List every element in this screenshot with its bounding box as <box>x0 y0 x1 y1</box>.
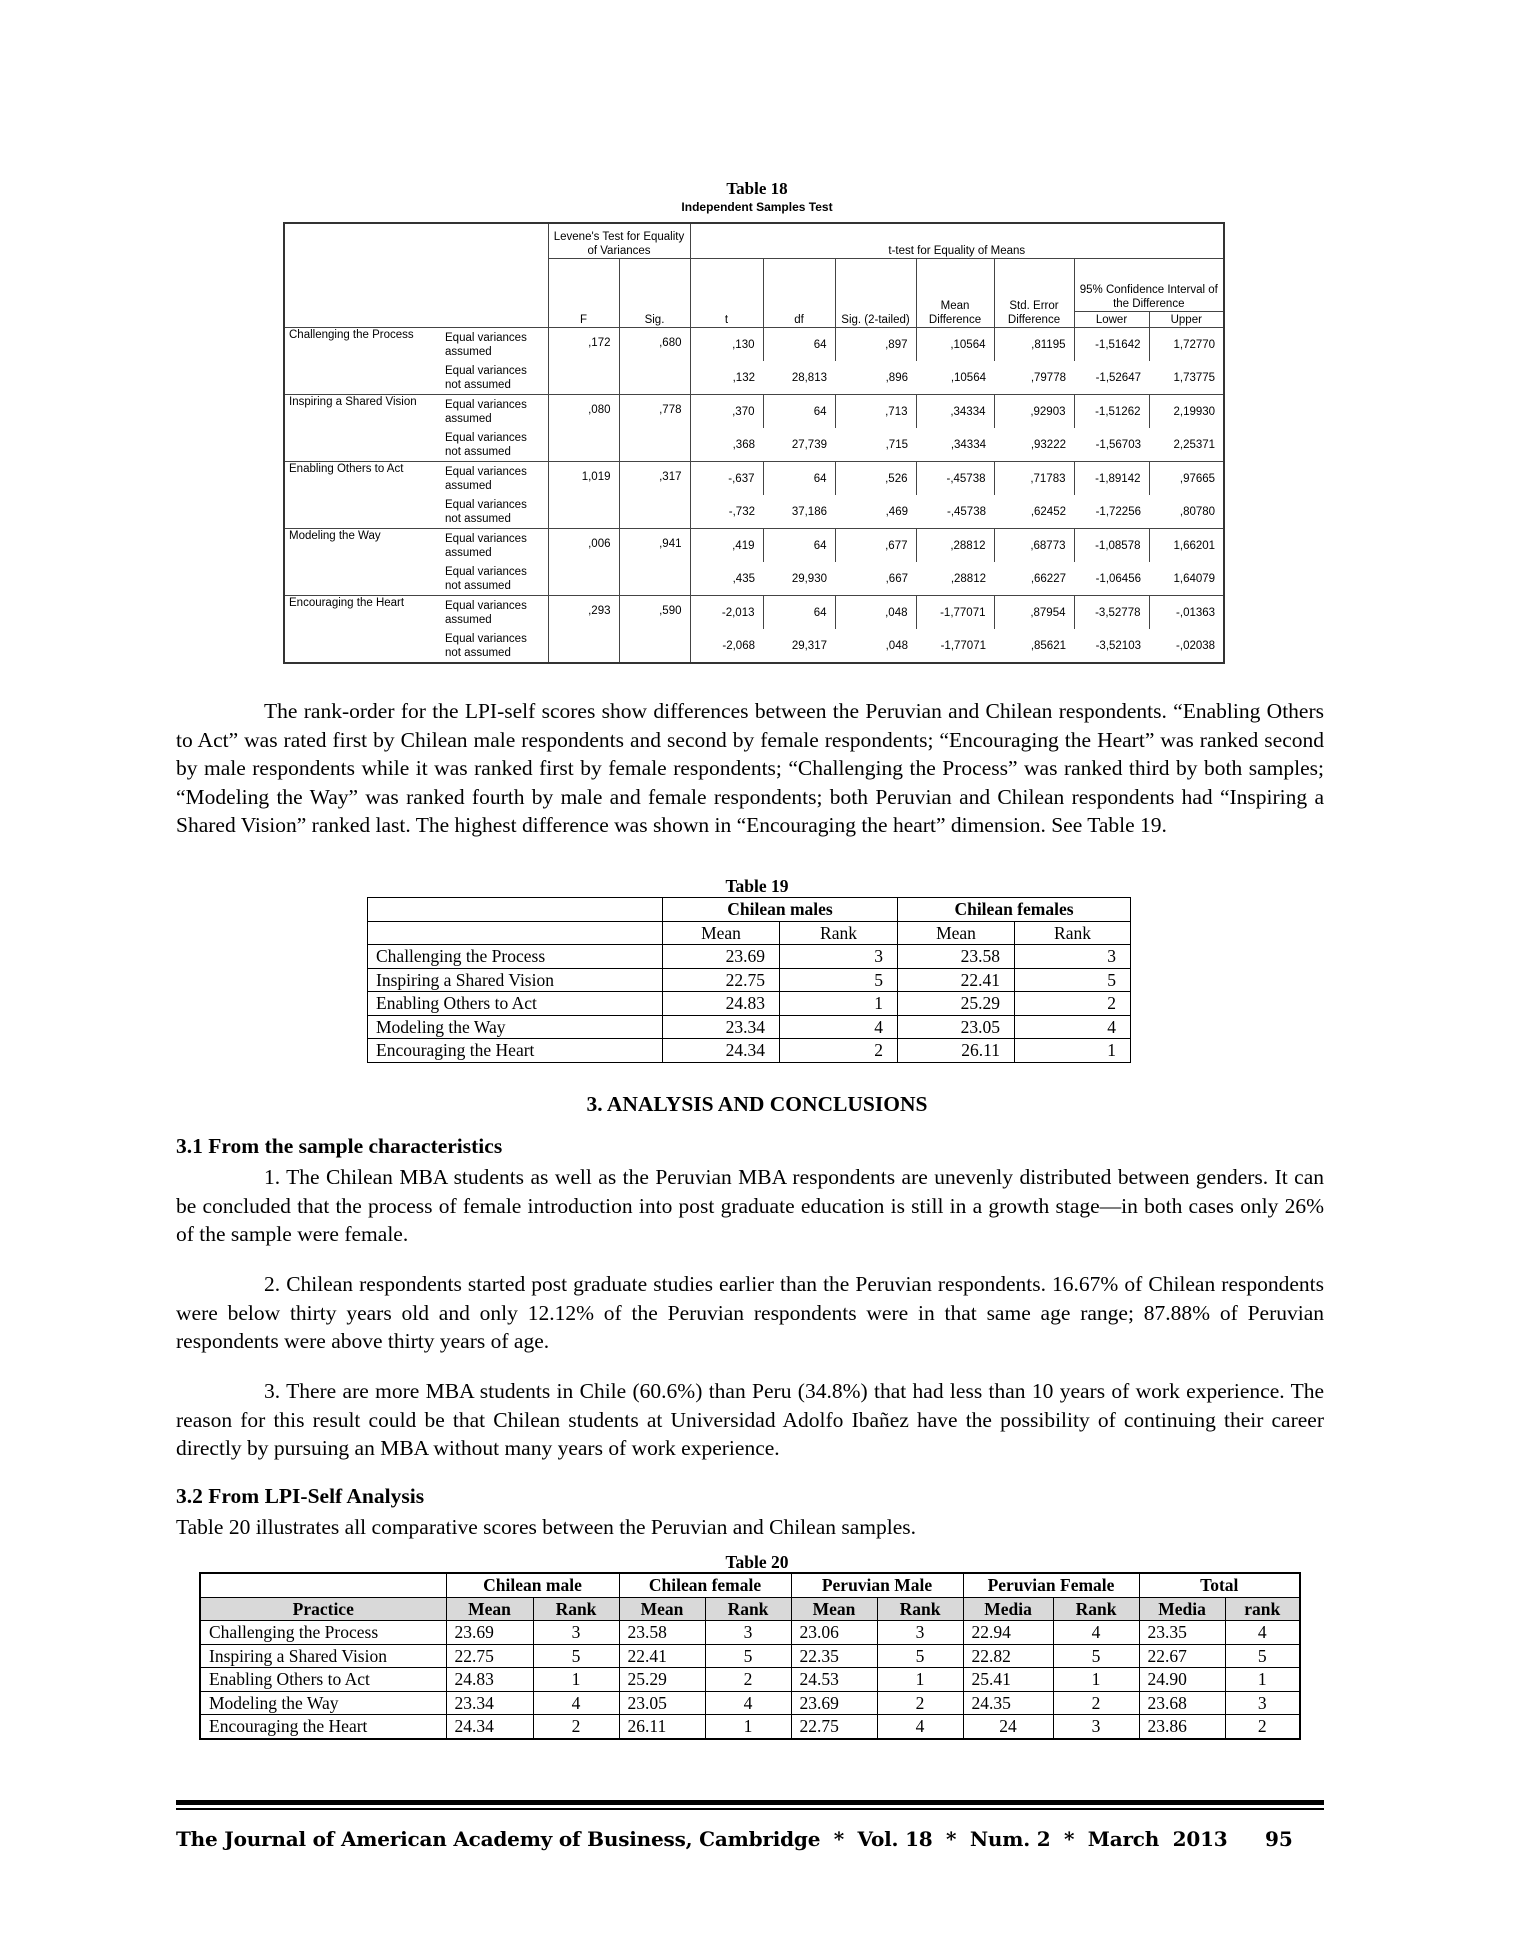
table18-cell: 37,186 <box>763 495 835 529</box>
col-mean-diff: Mean Difference <box>916 259 994 328</box>
variance-label: Equal variances not assumed <box>441 562 548 596</box>
table18-cell: ,34334 <box>916 428 994 462</box>
table18-group-name: Challenging the Process <box>284 328 441 395</box>
table18-cell: -1,51642 <box>1074 328 1149 362</box>
table18-cell: -3,52103 <box>1074 629 1149 663</box>
variance-label: Equal variances assumed <box>445 532 527 559</box>
table18-cell: ,79778 <box>994 361 1074 395</box>
mean-value: 22.75 <box>791 1715 877 1739</box>
footer-rule-thin <box>176 1808 1324 1810</box>
table18-cell: 2,19930 <box>1149 395 1224 429</box>
paragraph-3-1-1: 1. The Chilean MBA students as well as the Peruvian MBA respondents are unevenly distributed between genders. It can be concluded that the process of female introduction into post graduate education is still in a growth stage—in both cases only 26% of the sample were female. <box>176 1165 1324 1246</box>
table20-practice-header: Practice <box>200 1597 446 1621</box>
mean-value: 24.83 <box>446 1668 533 1692</box>
practice-name: Modeling the Way <box>368 1015 663 1039</box>
mean-value: 24.53 <box>791 1668 877 1692</box>
rank-value: 5 <box>1053 1644 1139 1668</box>
table19-row <box>368 992 1131 1016</box>
table18-cell: -1,56703 <box>1074 428 1149 462</box>
mean-value: 24 <box>963 1715 1053 1739</box>
table20-subcol: Mean <box>791 1597 877 1621</box>
rank-value: 3 <box>705 1621 791 1645</box>
table20-subcol: Mean <box>619 1597 705 1621</box>
table18-cell: ,80780 <box>1149 495 1224 529</box>
col-upper: Upper <box>1149 312 1224 328</box>
table18-cell: ,048 <box>835 596 916 630</box>
table18-cell: 27,739 <box>763 428 835 462</box>
rank-value: 1 <box>533 1668 619 1692</box>
table18-cell: ,370 <box>690 395 763 429</box>
mean-value: 22.94 <box>963 1621 1053 1645</box>
rank-value: 2 <box>1053 1691 1139 1715</box>
table18-group-name: Inspiring a Shared Vision <box>284 395 441 462</box>
table18-cell: 64 <box>763 328 835 362</box>
table18-cell: -1,72256 <box>1074 495 1149 529</box>
mean-value: 22.67 <box>1139 1644 1225 1668</box>
mean-value: 23.05 <box>898 1015 1015 1039</box>
mean-value: 23.86 <box>1139 1715 1225 1739</box>
mean-value: 23.58 <box>898 945 1015 969</box>
col-f: F <box>548 259 619 328</box>
table18-row <box>284 328 1224 362</box>
rank-value: 1 <box>1053 1668 1139 1692</box>
col-sig-2tailed: Sig. (2-tailed) <box>835 259 916 328</box>
rank-value: 4 <box>1225 1621 1300 1645</box>
mean-value: 23.69 <box>791 1691 877 1715</box>
paragraph-3-1-2: 2. Chilean respondents started post graduate studies earlier than the Peruvian respondents. 16.67% of Chilean respondents were below thirty years old and only 12.12% of the Peruvian respondents were in that same age range; 87.88% of Peruvian respondents were above thirty years of age. <box>176 1272 1324 1353</box>
mean-value: 25.41 <box>963 1668 1053 1692</box>
table18-cell: ,435 <box>690 562 763 596</box>
mean-value: 23.35 <box>1139 1621 1225 1645</box>
practice-name: Inspiring a Shared Vision <box>200 1644 446 1668</box>
table18-cell: -1,77071 <box>916 629 994 663</box>
rank-value: 4 <box>533 1691 619 1715</box>
rank-value: 1 <box>877 1668 963 1692</box>
rank-value: 3 <box>1053 1715 1139 1739</box>
table18-cell: ,68773 <box>994 529 1074 563</box>
table19-group-females: Chilean females <box>898 898 1131 922</box>
mean-value: 25.29 <box>898 992 1015 1016</box>
variance-label: Equal variances not assumed <box>441 428 548 462</box>
table18-cell: ,10564 <box>916 361 994 395</box>
table18-cell: ,896 <box>835 361 916 395</box>
table19-col-rank: Rank <box>780 921 898 945</box>
rank-value: 4 <box>1015 1015 1131 1039</box>
rank-value: 2 <box>1015 992 1131 1016</box>
mean-value: 23.68 <box>1139 1691 1225 1715</box>
table18-cell: ,941 <box>619 529 690 596</box>
mean-value: 25.29 <box>619 1668 705 1692</box>
table20-subcol: Rank <box>705 1597 791 1621</box>
table18-cell: ,97665 <box>1149 462 1224 496</box>
table20-title: Table 20 <box>725 1552 789 1572</box>
table18-cell: ,897 <box>835 328 916 362</box>
table18-cell: 1,66201 <box>1149 529 1224 563</box>
table20-group: Chilean female <box>619 1573 791 1597</box>
table18-cell: ,080 <box>548 395 619 462</box>
rank-value: 4 <box>780 1015 898 1039</box>
table19-row <box>368 1015 1131 1039</box>
variance-label: Equal variances not assumed <box>441 361 548 395</box>
subsection-heading-3-1: 3.1 From the sample characteristics <box>176 1134 503 1158</box>
table19-col-mean: Mean <box>898 921 1015 945</box>
table18-group-name: Enabling Others to Act <box>284 462 441 529</box>
table18-cell: -1,89142 <box>1074 462 1149 496</box>
table20-row <box>200 1644 1300 1668</box>
rank-value: 4 <box>705 1691 791 1715</box>
table20-group: Peruvian Female <box>963 1573 1139 1597</box>
table18 <box>283 222 1225 664</box>
table20-subcol: Rank <box>533 1597 619 1621</box>
practice-name: Challenging the Process <box>200 1621 446 1645</box>
table18-cell: ,317 <box>619 462 690 529</box>
variance-label: Equal variances not assumed <box>441 629 548 663</box>
table18-cell: ,419 <box>690 529 763 563</box>
table20-subcol: Mean <box>446 1597 533 1621</box>
table18-cell: ,006 <box>548 529 619 596</box>
table20-subcol: Rank <box>877 1597 963 1621</box>
mean-value: 24.34 <box>663 1039 780 1063</box>
mean-value: 22.75 <box>446 1644 533 1668</box>
table18-cell: ,713 <box>835 395 916 429</box>
mean-value: 23.34 <box>446 1691 533 1715</box>
table20-subcol: Media <box>963 1597 1053 1621</box>
paragraph-rank-order: The rank-order for the LPI-self scores show differences between the Peruvian and Chilean respondents. “Enabling Others to Act” was rated first by Chilean male respondents and second by female respondents; “Encouraging the Heart” was ranked second by male respondents while it was ranked first by female respondents; “Challenging the Process” was ranked third by both samples; “Modeling the Way” was ranked fourth by male and female respondents; both Peruvian and Chilean respondents had “Inspiring a Shared Vision” ranked last. The highest difference was shown in “Encouraging the heart” dimension. See Table 19. <box>176 699 1324 837</box>
table18-cell: ,469 <box>835 495 916 529</box>
rank-value: 3 <box>780 945 898 969</box>
table20-row <box>200 1691 1300 1715</box>
table18-cell: -1,51262 <box>1074 395 1149 429</box>
practice-name: Enabling Others to Act <box>200 1668 446 1692</box>
table18-cell: ,680 <box>619 328 690 395</box>
rank-value: 1 <box>705 1715 791 1739</box>
footer-rule-thick <box>176 1800 1324 1805</box>
table18-cell: 1,64079 <box>1149 562 1224 596</box>
table18-row <box>284 596 1224 630</box>
table18-cell: 28,813 <box>763 361 835 395</box>
rank-value: 5 <box>1225 1644 1300 1668</box>
rank-value: 4 <box>877 1715 963 1739</box>
table20-group: Total <box>1139 1573 1300 1597</box>
rank-value: 1 <box>780 992 898 1016</box>
mean-value: 22.41 <box>898 968 1015 992</box>
section-heading: 3. ANALYSIS AND CONCLUSIONS <box>586 1092 928 1116</box>
col-df: df <box>763 259 835 328</box>
table20-group: Peruvian Male <box>791 1573 963 1597</box>
rank-value: 3 <box>1225 1691 1300 1715</box>
table18-cell: -,45738 <box>916 495 994 529</box>
table18-cell: -1,08578 <box>1074 529 1149 563</box>
table19-row <box>368 945 1131 969</box>
table18-cell: ,62452 <box>994 495 1074 529</box>
col-t: t <box>690 259 763 328</box>
variance-label: Equal variances not assumed <box>441 495 548 529</box>
table18-cell: ,28812 <box>916 529 994 563</box>
table20-subcol: rank <box>1225 1597 1300 1621</box>
table18-cell: -,45738 <box>916 462 994 496</box>
table19-col-rank: Rank <box>1015 921 1131 945</box>
mean-value: 23.05 <box>619 1691 705 1715</box>
table19-title: Table 19 <box>725 876 789 896</box>
table19 <box>367 897 1131 1063</box>
mean-value: 23.58 <box>619 1621 705 1645</box>
table18-row <box>284 529 1224 563</box>
table20-subcol: Rank <box>1053 1597 1139 1621</box>
rank-value: 5 <box>780 968 898 992</box>
table18-cell: ,132 <box>690 361 763 395</box>
mean-value: 22.41 <box>619 1644 705 1668</box>
table18-cell: -,02038 <box>1149 629 1224 663</box>
rank-value: 5 <box>877 1644 963 1668</box>
rank-value: 5 <box>1015 968 1131 992</box>
rank-value: 3 <box>533 1621 619 1645</box>
paragraph-3-1-3: 3. There are more MBA students in Chile (60.6%) than Peru (34.8%) that had less than 10 years of work experience. The reason for this result could be that Chilean students at Universidad Adolfo Ibañez have the possibility of continuing their career directly by pursuing an MBA without many years of work experience. <box>176 1379 1324 1460</box>
col-sig: Sig. <box>619 259 690 328</box>
footer-journal: The Journal of American Academy of Business, Cambridge * Vol. 18 * Num. 2 * March 2013 <box>176 1827 1228 1851</box>
table18-cell: ,93222 <box>994 428 1074 462</box>
rank-value: 1 <box>1225 1668 1300 1692</box>
table18-cell: -2,013 <box>690 596 763 630</box>
table18-cell: 1,72770 <box>1149 328 1224 362</box>
table18-cell: 64 <box>763 596 835 630</box>
table20-row <box>200 1668 1300 1692</box>
table18-cell: ,10564 <box>916 328 994 362</box>
mean-value: 24.90 <box>1139 1668 1225 1692</box>
practice-name: Enabling Others to Act <box>368 992 663 1016</box>
rank-value: 2 <box>877 1691 963 1715</box>
table18-cell: 64 <box>763 529 835 563</box>
table18-cell: ,778 <box>619 395 690 462</box>
rank-value: 2 <box>780 1039 898 1063</box>
table18-cell: 29,930 <box>763 562 835 596</box>
mean-value: 24.83 <box>663 992 780 1016</box>
table18-cell: ,34334 <box>916 395 994 429</box>
table18-cell: ,85621 <box>994 629 1074 663</box>
table18-cell: 1,019 <box>548 462 619 529</box>
rank-value: 2 <box>533 1715 619 1739</box>
table18-cell: ,130 <box>690 328 763 362</box>
col-lower: Lower <box>1074 312 1149 328</box>
practice-name: Encouraging the Heart <box>368 1039 663 1063</box>
rank-value: 3 <box>877 1621 963 1645</box>
table18-cell: -3,52778 <box>1074 596 1149 630</box>
mean-value: 26.11 <box>619 1715 705 1739</box>
table19-group-males: Chilean males <box>663 898 898 922</box>
rank-value: 1 <box>1015 1039 1131 1063</box>
variance-label: Equal variances assumed <box>445 465 527 492</box>
table18-cell: 29,317 <box>763 629 835 663</box>
table18-cell: ,172 <box>548 328 619 395</box>
table18-row <box>284 395 1224 429</box>
rank-value: 4 <box>1053 1621 1139 1645</box>
practice-name: Encouraging the Heart <box>200 1715 446 1739</box>
page-number: 95 <box>1265 1827 1293 1851</box>
mean-value: 23.34 <box>663 1015 780 1039</box>
col-std-err-diff: Std. Error Difference <box>994 259 1074 328</box>
table18-cell: ,590 <box>619 596 690 664</box>
table18-cell: -1,77071 <box>916 596 994 630</box>
mean-value: 22.75 <box>663 968 780 992</box>
practice-name: Challenging the Process <box>368 945 663 969</box>
table18-cell: ,81195 <box>994 328 1074 362</box>
table18-cell: ,71783 <box>994 462 1074 496</box>
table18-cell: -1,06456 <box>1074 562 1149 596</box>
table20 <box>199 1572 1301 1740</box>
table19-row <box>368 1039 1131 1063</box>
mean-value: 23.06 <box>791 1621 877 1645</box>
mean-value: 23.69 <box>446 1621 533 1645</box>
table18-cell: ,667 <box>835 562 916 596</box>
levene-header: Levene's Test for Equality of Variances <box>548 223 690 259</box>
table18-cell: 1,73775 <box>1149 361 1224 395</box>
rank-value: 2 <box>705 1668 791 1692</box>
rank-value: 2 <box>1225 1715 1300 1739</box>
table19-row <box>368 968 1131 992</box>
ttest-header: t-test for Equality of Means <box>690 223 1224 259</box>
table18-cell: -2,068 <box>690 629 763 663</box>
table18-cell: ,368 <box>690 428 763 462</box>
table18-group-name: Modeling the Way <box>284 529 441 596</box>
practice-name: Modeling the Way <box>200 1691 446 1715</box>
rank-value: 5 <box>705 1644 791 1668</box>
table18-cell: ,526 <box>835 462 916 496</box>
table18-row <box>284 462 1224 496</box>
table18-group-name: Encouraging the Heart <box>284 596 441 664</box>
table18-cell: -,732 <box>690 495 763 529</box>
table18-cell: 64 <box>763 395 835 429</box>
subsection-heading-3-2: 3.2 From LPI-Self Analysis <box>176 1484 425 1508</box>
table18-cell: ,92903 <box>994 395 1074 429</box>
variance-label: Equal variances assumed <box>445 599 527 626</box>
table18-cell: ,677 <box>835 529 916 563</box>
table18-cell: ,28812 <box>916 562 994 596</box>
rank-value: 3 <box>1015 945 1131 969</box>
table18-title: Table 18 <box>726 179 788 198</box>
table18-cell: -,01363 <box>1149 596 1224 630</box>
paragraph-3-2: Table 20 illustrates all comparative scores between the Peruvian and Chilean samples. <box>176 1515 917 1539</box>
table20-row <box>200 1621 1300 1645</box>
practice-name: Inspiring a Shared Vision <box>368 968 663 992</box>
mean-value: 26.11 <box>898 1039 1015 1063</box>
table18-subtitle: Independent Samples Test <box>681 200 833 214</box>
table18-cell: -,637 <box>690 462 763 496</box>
rank-value: 5 <box>533 1644 619 1668</box>
table18-cell: ,293 <box>548 596 619 664</box>
table18-cell: 2,25371 <box>1149 428 1224 462</box>
mean-value: 24.35 <box>963 1691 1053 1715</box>
mean-value: 23.69 <box>663 945 780 969</box>
table20-group: Chilean male <box>446 1573 619 1597</box>
table18-cell: ,048 <box>835 629 916 663</box>
ci-header: 95% Confidence Interval of the Difference <box>1074 259 1224 312</box>
mean-value: 24.34 <box>446 1715 533 1739</box>
table18-cell: 64 <box>763 462 835 496</box>
variance-label: Equal variances assumed <box>445 398 527 425</box>
mean-value: 22.35 <box>791 1644 877 1668</box>
table19-col-mean: Mean <box>663 921 780 945</box>
table20-row <box>200 1715 1300 1739</box>
table18-cell: ,715 <box>835 428 916 462</box>
table18-cell: ,66227 <box>994 562 1074 596</box>
table20-subcol: Media <box>1139 1597 1225 1621</box>
mean-value: 22.82 <box>963 1644 1053 1668</box>
table18-cell: ,87954 <box>994 596 1074 630</box>
table18-cell: -1,52647 <box>1074 361 1149 395</box>
variance-label: Equal variances assumed <box>445 331 527 358</box>
